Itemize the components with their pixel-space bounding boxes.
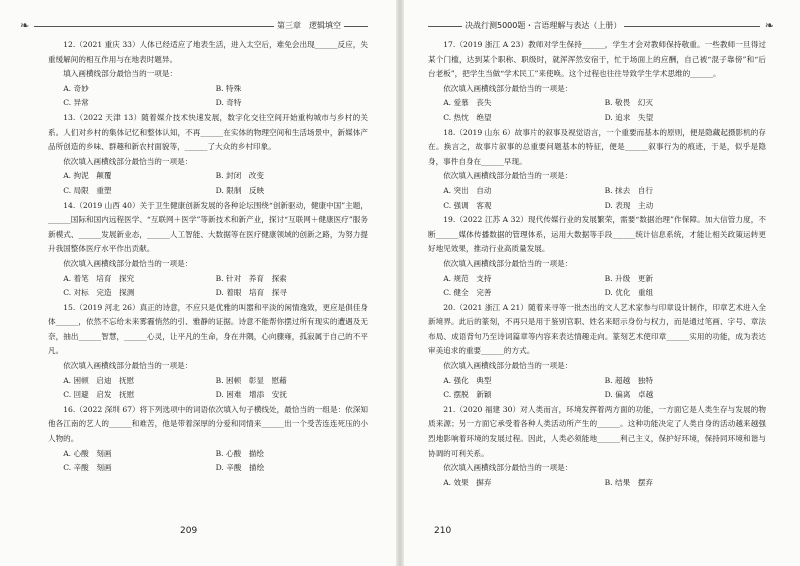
question-prompt: 依次填入画横线部分最恰当的一项是： [63, 258, 193, 268]
page-number-left: 209 [180, 526, 198, 536]
option-b: B. 升级 更新 [604, 273, 653, 283]
option-a: A. 拘泥 颠覆 [63, 171, 112, 181]
options [48, 82, 368, 111]
question-prompt: 依次填入画横线部分最恰当的一项是： [443, 463, 573, 473]
option-d: D. 奇特 [215, 98, 242, 108]
question-prompt: 依次填入画横线部分最恰当的一项是： [443, 258, 573, 268]
question-block [48, 38, 368, 111]
option-d: D. 着眼 培育 探寻 [215, 288, 287, 298]
options [48, 447, 368, 476]
option-d: D. 表现 主动 [604, 200, 654, 210]
question-block [48, 301, 368, 403]
ornament-swirl-icon: ❧ [764, 19, 774, 32]
question-list-right [428, 38, 766, 490]
option-c: C. 热忱 绝望 [443, 112, 492, 122]
right-page [402, 0, 800, 566]
question-text: 14.（2019 山西 40）关于卫生健康创新发展的各种论坛围绕“创新驱动，健康中国”主题，______国际和国内远程医学、“互联网＋医学”等新技术和新产业，探讨“互联网＋健康医疗”服务新模式、______发展新业态，______人工智能、大数据等在医疗健康领域的创新之路，为努力提升我国整体医疗水平作出贡献。 [48, 200, 368, 254]
option-a: A. 爱慕 丧失 [443, 98, 492, 108]
question-prompt: 依次填入画横线部分最恰当的一项是： [63, 156, 193, 166]
option-a: A. 突出 自动 [443, 185, 492, 195]
options [428, 374, 766, 403]
options [428, 184, 766, 213]
question-block [48, 199, 368, 301]
option-d: D. 辛酸 描绘 [215, 463, 265, 473]
option-d: D. 优化 重组 [604, 288, 654, 298]
question-text: 13.（2022 天津 13）随着媒介技术快速发展，数字化交往空间开始重构城市与乡村的关系。人们对乡村的集体记忆和整体认知，不再______在实体的物理空间和生活场景中，新媒体产品所创造的乡味、群趣和新农村面貌等，______了大众的乡村印象。 [48, 112, 368, 152]
left-page [0, 0, 398, 566]
option-b: B. 超越 独特 [604, 375, 653, 385]
option-d: D. 追求 失望 [604, 112, 654, 122]
option-b: B. 抹去 自行 [604, 185, 653, 195]
page-number-right: 210 [434, 526, 452, 536]
option-c: C. 对标 完造 探测 [63, 288, 135, 298]
question-prompt: 依次填入画横线部分最恰当的一项是： [443, 361, 573, 371]
option-c: C. 摆脱 新颖 [443, 390, 492, 400]
question-text: 17.（2019 浙江 A 23）教师对学生保持______，学生才会对教师保持敬重。一些教师一旦得过某个门槛，达到某个职称、职级时，就浑浑然安宿于，忙于场面上的应酬，自己被“混子靠傍”和“后台老板”，把学生当做“学术民工”来使唤。这个过程也往往导致学生学术思维的______。 [428, 40, 766, 79]
question-block [48, 111, 368, 199]
option-c: C. 异常 [63, 98, 89, 108]
option-b: B. 封闭 改变 [215, 171, 264, 181]
option-a: A. 困顿 启迪 抚慰 [63, 375, 135, 385]
question-list-left [48, 38, 368, 476]
question-text: 16.（2022 深圳 67）将下列选项中的词语依次填入句子横线处，最恰当的一组是：依深知他各江南的艺人的______和难苦，他是带着深厚的分爱和同情来______出一个受苦连连死压的小人物的。 [48, 404, 368, 444]
option-a: A. 奇妙 [63, 83, 89, 93]
options [48, 169, 368, 198]
chapter-title: 第三章 逻辑填空 [274, 18, 344, 34]
running-header-right [428, 18, 774, 34]
option-b: B. 心酸 描绘 [215, 448, 264, 458]
question-block [428, 38, 766, 126]
option-c: C. 辛酸 刻画 [63, 463, 112, 473]
question-block [428, 301, 766, 403]
question-text: 20.（2021 浙江 A 21）随着来寻等一批杰出的文人艺术家参与印章设计制作，印章艺术进入全新境界。此后的篆刻，不再只是用于鉴别官职、姓名来昭示身份与权力，而是通过笔画、字号、章法布局、成语背句乃至诗词篇章等内容来表达情趣走向。篆刻艺术使印章______实用的功能，成为表达审美追求的重要______的方式。 [428, 302, 766, 356]
option-c: C. 强调 客观 [443, 200, 492, 210]
option-b: B. 特殊 [215, 83, 242, 93]
option-a: A. 着笔 培育 探究 [63, 273, 135, 283]
question-block [428, 126, 766, 214]
question-block [428, 213, 766, 301]
option-a: A. 规范 支持 [443, 273, 492, 283]
ornament-swirl-icon: ❧ [20, 19, 30, 32]
option-a: A. 强化 典型 [443, 375, 492, 385]
question-prompt: 依次填入画横线部分最恰当的一项是： [443, 171, 573, 181]
question-prompt: 依次填入画横线部分最恰当的一项是： [63, 361, 193, 371]
option-d: D. 偏离 卓越 [604, 390, 654, 400]
option-c: C. 局限 重塑 [63, 185, 112, 195]
option-c: C. 回避 启发 抚慰 [63, 390, 135, 400]
running-header-left [20, 18, 368, 34]
question-text: 12.（2021 重庆 33）人体已经适应了地表生活，进入太空后，难免会出现______反应，失重缓解间的相互作用与在地表时题异。 [48, 40, 368, 64]
question-prompt: 依次填入画横线部分最恰当的一项是： [443, 83, 573, 93]
question-prompt: 填入画横线部分最恰当的一项是： [63, 69, 178, 79]
option-b: B. 结果 摆弃 [604, 477, 653, 487]
question-block [428, 403, 766, 491]
book-title: 决战行测5000题・言语理解与表达（上册） [462, 18, 624, 34]
option-c: C. 健全 完善 [443, 288, 492, 298]
option-d: D. 限制 反映 [215, 185, 265, 195]
option-a: A. 效果 摒弃 [443, 477, 492, 487]
options [428, 272, 766, 301]
options [48, 374, 368, 403]
option-b: B. 针对 养育 探索 [215, 273, 287, 283]
options [48, 272, 368, 301]
question-text: 18.（2019 山东 6）故事片的叙事及视觉语言，一个重要而基本的原则，便是隐藏起摄影机的存在。换言之，故事片叙事的总重要问题基本的特征，便是______叙事行为的痕迹，于是，似乎是隐身，事件自身在______早现。 [428, 127, 766, 166]
question-text: 15.（2019 河北 26）真正的诗意，不应只是优雅的叫嚣和平淡的闲情逸致，更应是俱佳身体______，依然不忘给未来雾霾悄然的引、雅静的证据。诗意不能帮你摆过所有现实的遭遇及无奈，抽出______智慧，______心灵，让平凡的生命，身在井隅，心向骤雍，孤寂属于自己的不平凡。 [48, 302, 368, 356]
options [428, 476, 766, 491]
options [428, 96, 766, 125]
option-b: B. 敬畏 幻灭 [604, 98, 653, 108]
option-a: A. 心酸 刻画 [63, 448, 112, 458]
option-b: B. 困顿 彰显 慰藉 [215, 375, 287, 385]
question-text: 19.（2022 江苏 A 32）现代传媒行业的发展繁荣，需要“数据治理”作保障。加大信管力度，不断______媒体传播数据的管理体系，运用大数据等手段______统计信息系统，才能让相关政策运转更好地见效果，推动行业高质量发展。 [428, 215, 766, 254]
question-block [48, 403, 368, 476]
option-d: D. 困难 增添 安抚 [215, 390, 287, 400]
question-text: 21.（2020 福建 30）对人类而言，环境发挥着两方面的功能，一方面它是人类生存与发展的物质来源；另一方面它承受着各种人类活动所产生的______。这种功能决定了人类自身的活动越来越强烈地影响着环境的发展过程。因此，人类必须能地______利己主义，保护好环境，保持同环境和谐与协调的可利关系。 [428, 404, 766, 458]
